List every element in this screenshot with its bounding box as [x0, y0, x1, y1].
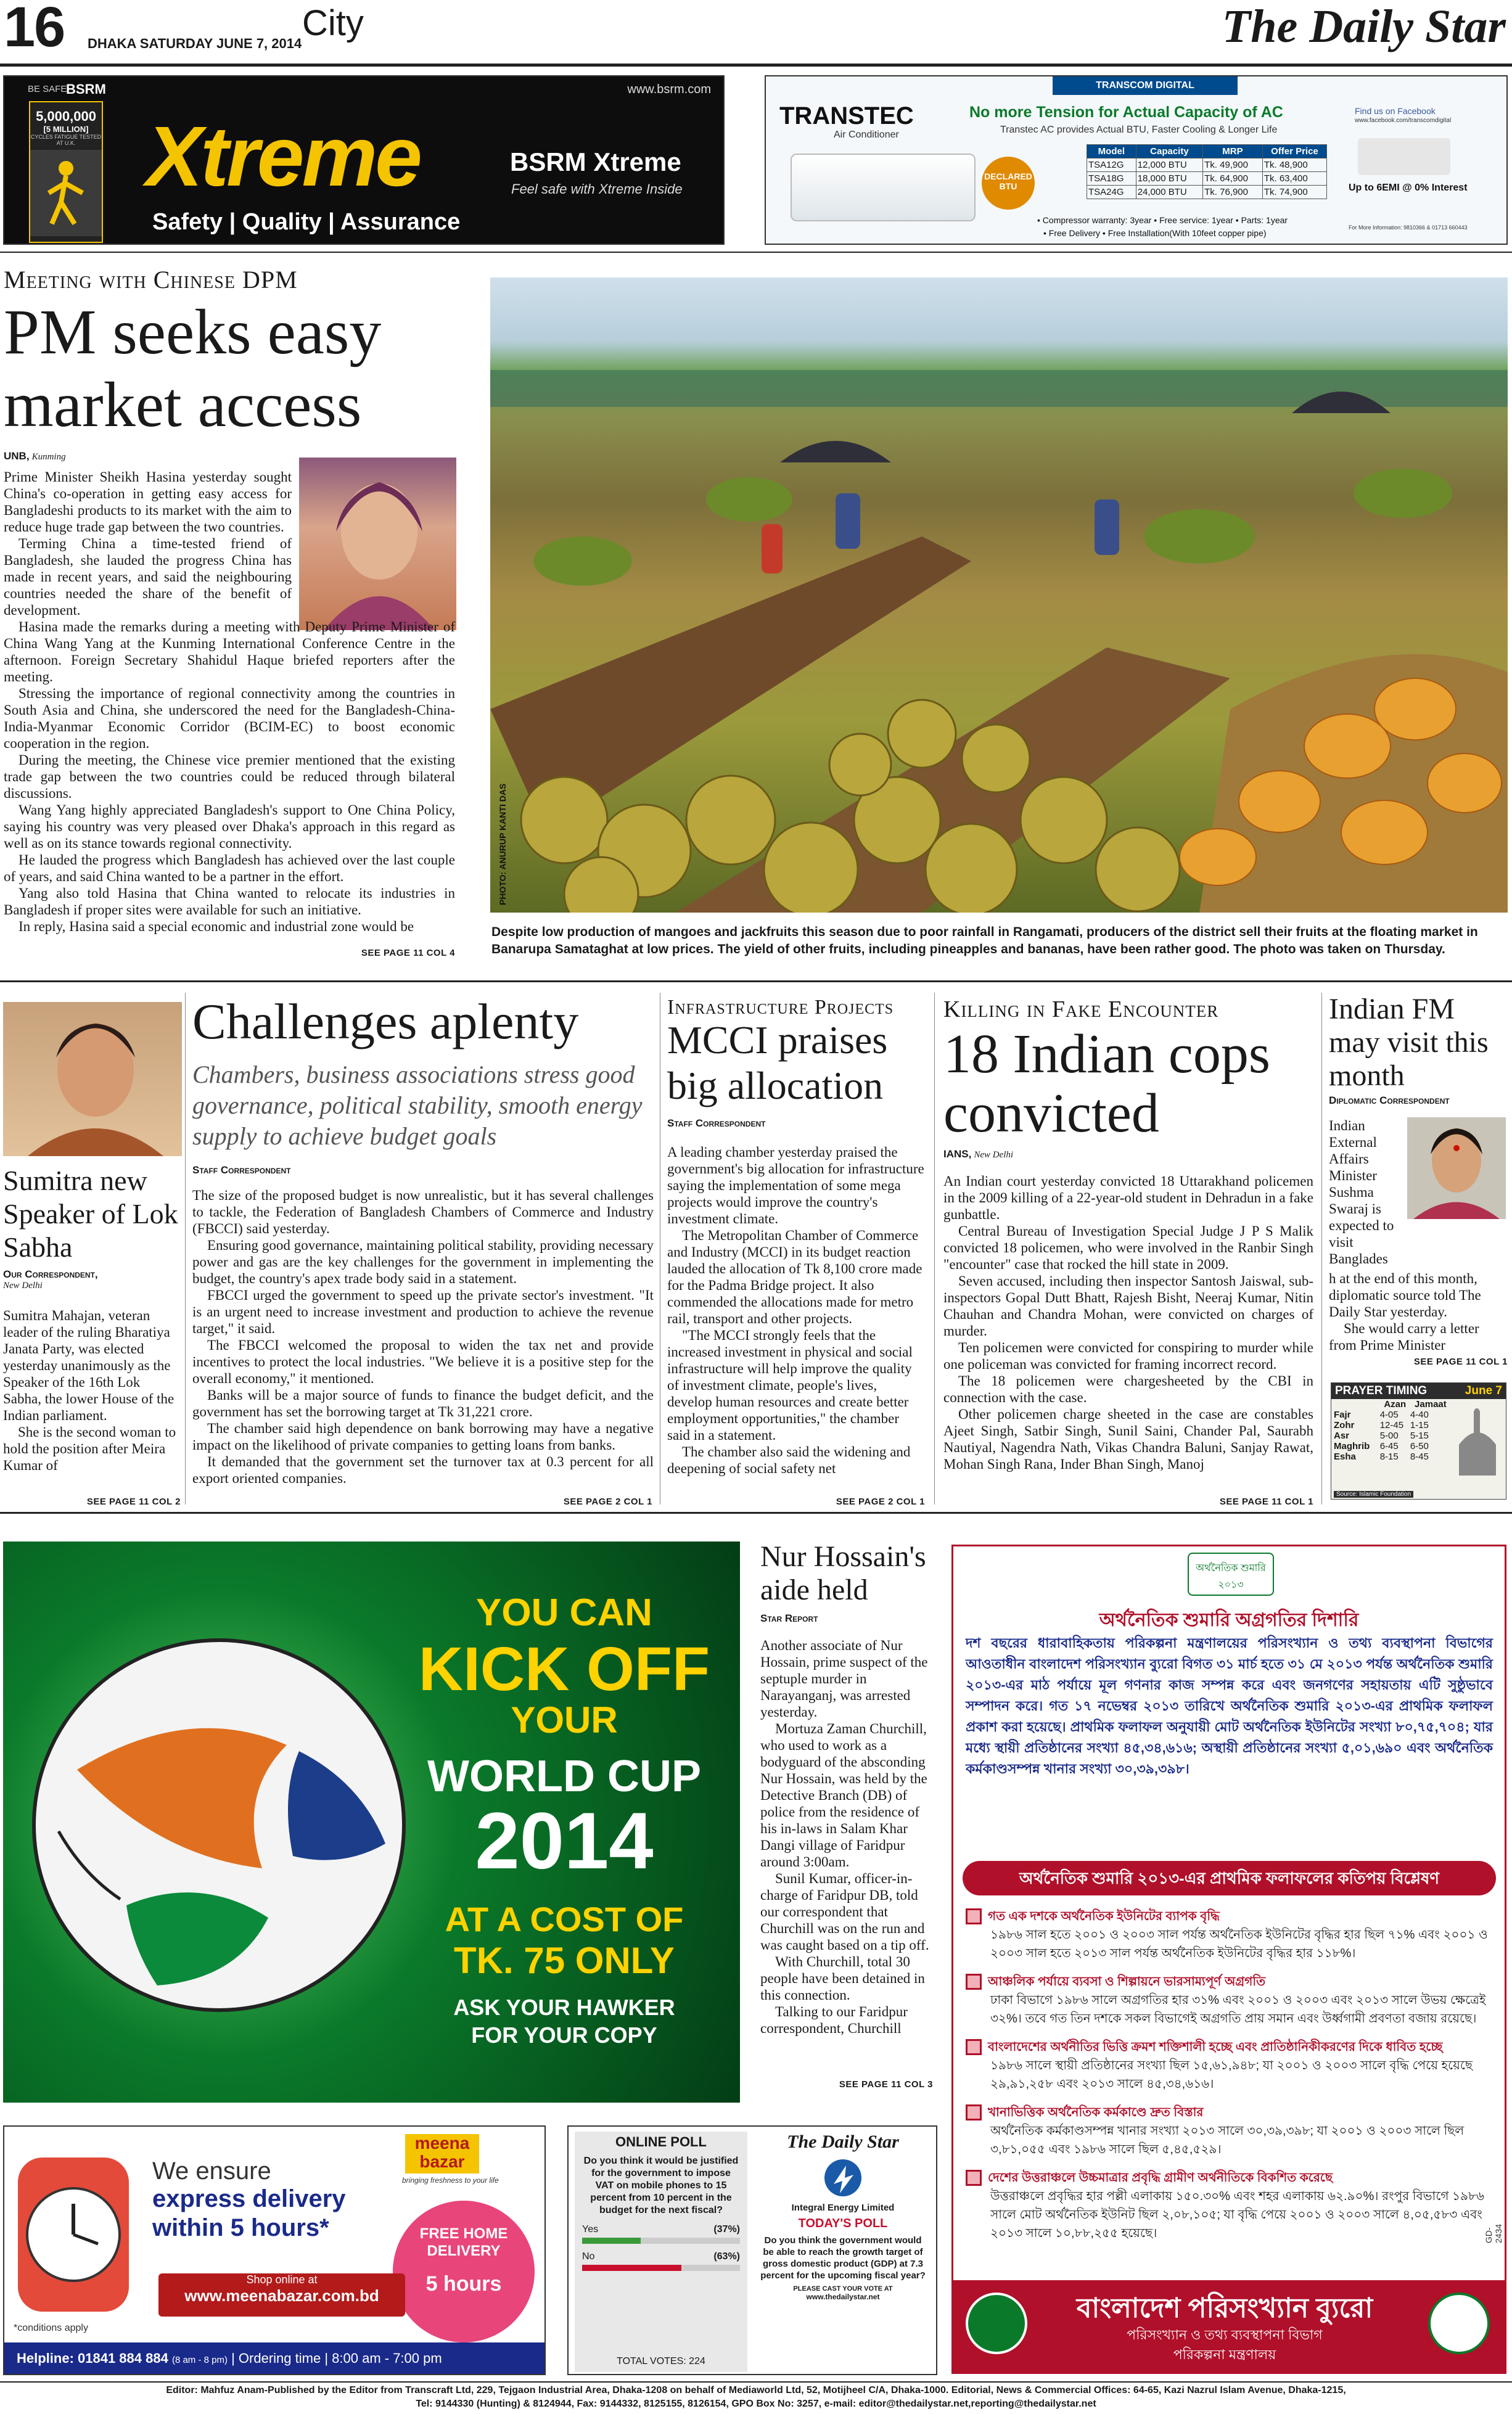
poll-option-label: Yes [582, 2224, 599, 2235]
ac-cell: 24,000 BTU [1136, 186, 1202, 199]
football-icon [3, 1609, 435, 2041]
poll-question: Do you think it would be justified for the government to impose VAT on mobile phones to 15 percent from 10 percent in the budget for the next fiscal? [583, 2156, 739, 2215]
transtec-sub: Air Conditioner [834, 129, 899, 140]
badge-hours: 5 hours [425, 2272, 502, 2296]
bbs-gd-code: GD-2434 [1484, 2223, 1503, 2243]
fm-byline: Diplomatic Correspondent [1329, 1094, 1450, 1106]
prayer-jamaat: 5-15 [1410, 1431, 1429, 1441]
bbs-point-text: ১৯৮৬ সাল হতে ২০০১ ও ২০০৩ সাল পর্যন্ত অর্থনৈতিক ইউনিটের বৃদ্ধির হার ছিল ৭১% এবং ২০০১ ও ২০০৩ সাল হতে ২০১৩ সাল পর্যন্ত অর্থনৈতিক ইউনিটের বৃদ্ধির হার ১১৮%। [990, 1928, 1488, 1960]
challenges-headline[interactable]: Challenges aplenty [192, 993, 579, 1049]
poll-bar-track [582, 2238, 740, 2244]
cops-paragraph: Seven accused, including then inspector Santosh Jaiswal, sub-inspectors Gopal Dutt Bhatt, Rajesh Bisht, Neeraj Kumar, Nitin Chauhan and Chandra Mohan, were convicted on charges of murder. [943, 1273, 1313, 1339]
todays-poll-label: TODAY'S POLL [798, 2217, 888, 2230]
challenges-paragraph: The FBCCI welcomed the proposal to widen the tax net and provide incentives to protect the local industries. "We believe it is a positive step for the overall economy," it mentioned. [192, 1337, 654, 1386]
poll-logo: The Daily Star [787, 2132, 899, 2152]
prayer-jamaat: 4-40 [1410, 1410, 1429, 1420]
portrait-icon [1407, 1117, 1506, 1219]
prayer-col-header: Azan [1384, 1399, 1407, 1410]
bsrm-cycles-note: CYCLES FATIGUE TESTED AT U.K. [30, 134, 102, 146]
ac-cell: TSA24G [1087, 186, 1136, 199]
wc-line2: KICK OFF [418, 1635, 710, 1704]
bbs-point-text: ঢাকা বিভাগে ১৯৮৬ সালে অগ্রগতির হার ৩১% এবং ২০০১ ও ২০০৩ এবং ২০১৩ সালে উভয় ক্ষেত্রেই ৩২%। তবে গত তিন দশকে সকল বিভাগেই অগ্রগতি প্রায় সমান এবং উর্ধ্বগামী প্রবণতা বজায় রয়েছে। [990, 1993, 1486, 2026]
delivery-badge [393, 2201, 535, 2342]
prayer-jamaat: 8-45 [1410, 1451, 1429, 1462]
wc-line4: WORLD CUP [427, 1752, 701, 1801]
mcci-byline: Staff Correspondent [667, 1117, 766, 1129]
shop-url[interactable]: www.meenabazar.com.bd [184, 2286, 379, 2305]
bbs-footer-sub2: পরিকল্পনা মন্ত্রণালয় [1173, 2347, 1276, 2362]
bsrm-ad[interactable] [3, 75, 725, 245]
fm-headline[interactable]: Indian FM may visit this month [1329, 993, 1489, 1092]
worldcup-ad[interactable] [3, 1542, 740, 2103]
bbs-point-text: অর্থনৈতিক কর্মকাণ্ডসম্পন্ন খানার সংখ্যা ২০১৩ সালে ৩০,৩৯,৩৯৮; যা ২০০১ ও ২০০৩ সালে ছিল ৩,৮১,০৫৫ এবং ১৯৮৬ সালে ছিল ৫,৪৫,৫২৯। [990, 2124, 1465, 2156]
nur-jump[interactable]: SEE PAGE 11 COL 3 [839, 2079, 933, 2090]
prayer-col-header: Jamaat [1415, 1399, 1447, 1410]
ac-col-header: MRP [1203, 145, 1263, 158]
prayer-table [1334, 1399, 1451, 1462]
lead-body [4, 469, 455, 935]
lead-byline: UNB, [4, 450, 30, 462]
lead-paragraph: Wang Yang highly appreciated Bangladesh's support to One China Policy, saying his country was very pleased over Dhaka's approach in this regard as well as on its stance towards regional connectivity. [4, 802, 455, 851]
meena-helpline-bar [4, 2342, 544, 2374]
ac-price-row [1087, 186, 1327, 199]
prayer-azan: 4-05 [1379, 1410, 1399, 1420]
prayer-azan: 8-15 [1379, 1451, 1399, 1462]
sushma-photo [1407, 1117, 1506, 1219]
bbs-title: অর্থনৈতিক শুমারি অগ্রগতির দিশারি [1099, 1610, 1359, 1630]
imprint-line1: Editor: Mahfuz Anam-Published by the Editor from Transcraft Ltd, 229, Tejgaon Industrial Area, Dhaka-1208 on behalf of Mediaworld Ltd, 52, Motijheel C/A, Dhaka-1000. Editorial, News & Commercial Offices: 64-65, Kazi Nazrul Islam Avenue, Dhaka-1215, [166, 2385, 1346, 2396]
bsrm-brand-small: BSRM [66, 81, 106, 97]
prayer-azan: 12-45 [1379, 1420, 1404, 1431]
poll-sponsor: Integral Energy Limited [791, 2203, 895, 2213]
cops-byline-block [943, 1148, 1013, 1160]
ac-col-header: Capacity [1136, 145, 1202, 158]
cops-paragraph: Ten policemen were convicted for conspiring to murder while one policeman was convicted for framing incorrect record. [943, 1340, 1313, 1372]
imprint-line2: Tel: 9144330 (Hunting) & 8124944, Fax: 9144332, 8125155, 8126154, GPO Box No: 3257, e-mail: editor@thedailystar.net,reporting@thedailystar.net [416, 2399, 1096, 2409]
govt-seal-icon [966, 2293, 1027, 2354]
cast-vote-label: PLEASE CAST YOUR VOTE AT [793, 2285, 893, 2293]
prayer-row [1334, 1441, 1451, 1451]
poll-results [575, 2132, 747, 2372]
date-line: DHAKA SATURDAY JUNE 7, 2014 [88, 36, 302, 51]
meena-line2: express delivery [152, 2185, 346, 2212]
masthead-rule [0, 64, 1512, 67]
ac-cell: Tk. 76,900 [1203, 186, 1263, 199]
prayer-azan: 5-00 [1379, 1431, 1399, 1441]
bsrm-cycles-box [29, 101, 103, 243]
sumitra-headline[interactable]: Sumitra new Speaker of Lok Sabha [3, 1165, 178, 1263]
nur-paragraph: With Churchill, total 30 people have been detained in this connection. [760, 1954, 925, 2003]
lead-paragraph: In reply, Hasina said a special economic and industrial zone would be [18, 919, 414, 934]
sumitra-byline-block [3, 1268, 182, 1291]
ac-cell: Tk. 63,400 [1262, 172, 1326, 186]
prayer-head-row [1334, 1399, 1451, 1410]
challenges-paragraph: The size of the proposed budget is now unrealistic, but it has several challenges to tackle, the Federation of Bangladesh Chambers of Commerce and Industry (FBCCI) said yesterday. [192, 1188, 654, 1236]
bsrm-product-logo: Xtreme [146, 109, 420, 204]
fruit-scene [490, 277, 1508, 913]
prayer-name: Maghrib [1334, 1441, 1370, 1451]
col-divider [934, 993, 935, 1505]
bbs-section-title: অর্থনৈতিক শুমারি ২০১৩-এর প্রাথমিক ফলাফলের কতিপয় বিশ্লেষণ [963, 1861, 1496, 1895]
prayer-azan: 6-45 [1379, 1441, 1399, 1451]
section-name: City [302, 3, 364, 43]
ac-price-table [1087, 144, 1327, 199]
page-number: 16 [4, 0, 65, 59]
ordering-label: Ordering time [238, 2350, 321, 2366]
bbs-point-title: আঞ্চলিক পর্যায়ে ব্যবসা ও শিল্পায়নে ভারসাম্যপূর্ণ অগ্রগতি [988, 1975, 1266, 1989]
bbs-point [966, 1973, 1496, 2028]
photo-caption: Despite low production of mangoes and jackfruits this season due to poor rainfall in Rangamati, producers of the district sell their fruits at the floating market in Banarupa Samataghat at low prices. The yield of other fruits, including pineapples and bananas, have been rather good. The photo was taken on Thursday. [491, 925, 1478, 956]
meena-line1: We ensure [152, 2157, 271, 2185]
bbs-point [966, 1907, 1496, 1963]
fm-body [1329, 1270, 1508, 1353]
lead-headline[interactable]: PM seeks easy market access [4, 297, 382, 440]
cops-headline[interactable]: 18 Indian cops convicted [943, 1024, 1270, 1144]
cops-kicker: Killing in Fake Encounter [943, 996, 1219, 1022]
bbs-point-head [966, 1907, 1496, 1926]
payment-logos [1358, 138, 1450, 175]
transtec-delivery: • Free Delivery • Free Installation(With 10feet copper pipe) [1043, 228, 1267, 238]
ac-col-header: Offer Price [1262, 145, 1326, 158]
checkbox-icon [966, 2170, 982, 2186]
clock-icon [12, 2145, 135, 2318]
mcci-paragraph: The Metropolitan Chamber of Commerce and Industry (MCCI) in its budget reaction lauded the allocation of Tk 8,100 crore made for the Padma Bridge project. It also commended the allocations made for metro rail, transport and other projects. [667, 1228, 922, 1326]
cops-body [943, 1173, 1313, 1472]
ac-cell: TSA12G [1087, 158, 1136, 172]
prayer-source: Source: Islamic Foundation [1334, 1491, 1413, 1498]
prayer-jamaat: 1-15 [1410, 1420, 1429, 1431]
online-poll [567, 2125, 937, 2375]
bsrm-slogan: Feel safe with Xtreme Inside [511, 181, 683, 197]
sumitra-paragraph: She is the second woman to hold the position after Meira Kumar of [3, 1424, 176, 1473]
lead-paragraph: Stressing the importance of regional connectivity among the countries in South Asia and China, she underscored the need for the Bangladesh-China-India-Myanmar Economic Corridor (BCIM-EC) to boost economic cooperation in the region. [4, 686, 455, 751]
nur-paragraph: Sunil Kumar, officer-in-charge of Faridpur DB, told our correspondent that Churchill was on the run and was caught based on a tip off. [760, 1871, 929, 1953]
wc-line3: YOUR [511, 1699, 618, 1741]
prayer-row [1334, 1410, 1451, 1420]
lead-kicker: Meeting with Chinese DPM [4, 266, 298, 294]
mcci-kicker: Infrastructure Projects [667, 996, 894, 1019]
ac-cell: Tk. 48,900 [1262, 158, 1326, 172]
lead-paragraph: During the meeting, the Chinese vice premier mentioned that the existing trade gap between the two countries could be reduced through bilateral discussions. [4, 752, 455, 801]
ac-price-row [1087, 172, 1327, 186]
bbs-points [966, 1907, 1496, 2243]
transtec-ad[interactable] [765, 75, 1508, 245]
ac-cell: TSA18G [1087, 172, 1136, 186]
meena-brand: meena bazar [405, 2134, 479, 2174]
mcci-paragraph: "The MCCI strongly feels that the increased investment in physical and social infrastructure will help improve the quality of investment climate, people's lives, develop human resources and create better employment opportunities," the chamber said in a statement. [667, 1328, 913, 1443]
challenges-byline: Staff Correspondent [192, 1164, 291, 1176]
transtec-headline: No more Tension for Actual Capacity of AC [969, 104, 1283, 121]
mcci-body [667, 1144, 925, 1477]
ac-cell: 18,000 BTU [1136, 172, 1202, 186]
mcci-jump[interactable]: SEE PAGE 2 COL 1 [836, 1496, 925, 1507]
bbs-point-head [966, 2038, 1496, 2056]
challenges-paragraph: The chamber said high dependence on bank borrowing may have a negative impact on the likelihood of private companies to getting loans from banks. [192, 1421, 654, 1453]
prayer-name: Fajr [1334, 1410, 1351, 1420]
bbs-point-head [966, 1973, 1496, 1991]
btu-badge: DECLARED BTU [982, 157, 1035, 210]
fm-jump[interactable]: SEE PAGE 11 COL 1 [1413, 1357, 1508, 1367]
meena-line3: within 5 hours* [152, 2214, 329, 2241]
helpline[interactable]: Helpline: 01841 884 884 [17, 2350, 168, 2366]
poll-option-label: No [582, 2251, 595, 2262]
helpline-hours: (8 am - 8 pm) [171, 2355, 228, 2365]
bbs-point-text: ১৯৮৬ সালে স্থায়ী প্রতিষ্ঠানের সংখ্যা ছিল ১৫,৬১,৯৪৮; যা ২০০১ ও ২০০৩ সালে বৃদ্ধি পেয়ে হয়েছে ২৯,৯১,২৫৮ এবং ২০১৩ সালে ৪৫,৩৪,৬১৬। [990, 2059, 1473, 2091]
nur-paragraph: Another associate of Nur Hossain, prime suspect of the septuple murder in Narayanganj, was arrested yesterday. [760, 1638, 928, 1720]
poll-option-pct: (63%) [713, 2251, 740, 2262]
bbs-point [966, 2169, 1496, 2243]
bsrm-logo2: BSRM Xtreme [510, 147, 681, 176]
challenges-paragraph: Banks will be a major source of funds to finance the budget deficit, and the government has set the borrowing target at Tk 31,221 crore. [192, 1387, 654, 1419]
wc-line1: YOU CAN [476, 1591, 652, 1634]
bsrm-cycles-count: 5,000,000 [36, 109, 96, 124]
ad-bottom-rule [0, 252, 1512, 253]
prayer-date: June 7 [1465, 1384, 1502, 1397]
todays-poll-question: Do you think the government would be able to reach the growth target of gross domestic product (GDP) at 7.3 percent for the upcoming fiscal year? [760, 2235, 926, 2281]
prayer-timing-box [1331, 1382, 1506, 1500]
middle-rule [0, 980, 1512, 982]
ac-cell: Tk. 64,900 [1203, 172, 1263, 186]
challenges-jump[interactable]: SEE PAGE 2 COL 1 [563, 1496, 652, 1507]
cops-paragraph: Other policemen charge sheeted in the case are constables Ajeet Singh, Satbir Singh, Sunil Saini, Chander Pal, Saurabh Nautiyal, Nagendra Nath, Vikas Chandra Baluni, Sanjay Rawat, Mohan Singh Rana, Inder Bhan Singh, Manoj [943, 1406, 1313, 1472]
prayer-row [1334, 1420, 1451, 1431]
cops-paragraph: The 18 policemen were chargesheeted by the CBI in connection with the case. [943, 1373, 1313, 1405]
col-divider [185, 993, 186, 1505]
cops-dateline: New Delhi [974, 1150, 1014, 1160]
poll-title: ONLINE POLL [615, 2134, 707, 2149]
bbs-point-title: খানাভিত্তিক অর্থনৈতিক কর্মকাণ্ডে দ্রুত বিস্তার [988, 2106, 1204, 2119]
prayer-name: Asr [1334, 1431, 1350, 1441]
ac-price-row [1087, 158, 1327, 172]
bbs-point-title: গত এক দশকে অর্থনৈতিক ইউনিটের ব্যাপক বৃদ্ধি [988, 1910, 1220, 1923]
mcci-headline[interactable]: MCCI praises big allocation [667, 1018, 888, 1107]
mcci-paragraph: A leading chamber yesterday praised the government's big allocation for infrastructure saying the implementation of some mega projects would improve the country's investment climate. [667, 1144, 924, 1226]
emi-offer: Up to 6EMI @ 0% Interest [1349, 183, 1468, 193]
checkbox-icon [966, 2039, 982, 2055]
footer-rule [0, 2381, 1512, 2383]
prayer-row [1334, 1431, 1451, 1441]
lead-paragraph: He lauded the progress which Bangladesh has achieved over the last couple of years, and said China wanted to be a partner in the effort. [4, 852, 455, 884]
bbs-ad[interactable] [951, 1545, 1506, 2374]
mosque-icon [1453, 1408, 1502, 1476]
bbs-intro: দশ বছরের ধারাবাহিকতায় পরিকল্পনা মন্ত্রণালয়ের পরিসংখ্যান ও তথ্য ব্যবস্থাপনা বিভাগের আওতাধীন বাংলাদেশ পরিসংখ্যান ব্যুরো বিগত ৩১ মার্চ হতে ৩১ মে ২০১৩ পর্যন্ত অর্থনৈতিক শুমারি ২০১৩-এর মাঠ পর্যায়ে মূল গণনার কাজ সম্পন্ন করে এবং জনগণের সহায়তায় এটি সুষ্ঠুভাবে সম্পাদন করে। গত ১৭ নভেম্বর ২০১৩ তারিখে অর্থনৈতিক শুমারি ২০১৩-এর প্রাথমিক ফলাফল প্রকাশ করা হয়েছে। প্রাথমিক ফলাফল অনুযায়ী মোট অর্থনৈতিক ইউনিটের সংখ্যা ৮০,৭৫,৭০৪; যার মধ্যে স্থায়ী প্রতিষ্ঠানের সংখ্যা ৪৫,৩৪,৬১৬; অস্থায়ী প্রতিষ্ঠানের সংখ্যা ৫,০১,৬৯০ এবং অর্থনৈতিক কর্মকাণ্ডসম্পন্ন খানার সংখ্যা ৩০,৩৯,৩৯৮। [966, 1635, 1493, 1776]
poll-bar-no [582, 2265, 681, 2271]
poll-option [582, 2251, 740, 2262]
nur-headline[interactable]: Nur Hossain's aide held [760, 1540, 926, 1606]
cops-paragraph: Central Bureau of Investigation Special Judge J P S Malik convicted 18 policemen, who were involved in the Ranbir Singh "encounter" case that rocked the hill state in 2009. [943, 1223, 1313, 1272]
col-divider [1321, 993, 1322, 1505]
lead-paragraph: Prime Minister Sheikh Hasina yesterday sought China's co-operation in getting easy access for Bangladeshi products to its market with the aim to reduce huge trade gap between the two countries. [4, 469, 292, 535]
middle-rule-2 [0, 1512, 1512, 1514]
mcci-paragraph: The chamber also said the widening and deepening of social safety net [667, 1444, 911, 1476]
prayer-row [1334, 1451, 1451, 1462]
prayer-col-header [1334, 1399, 1380, 1410]
nur-body [760, 1637, 933, 2037]
poll-bar-yes [582, 2238, 641, 2244]
checkbox-icon [966, 1974, 982, 1990]
cops-byline: IANS, [943, 1148, 972, 1160]
prayer-title: PRAYER TIMING [1335, 1384, 1428, 1397]
wc-line9: FOR YOUR COPY [471, 2022, 657, 2048]
cops-paragraph: An Indian court yesterday convicted 18 Uttarakhand policemen in the 2009 killing of a 22-year-old student in Dehradun in a fake gunbattle. [943, 1173, 1313, 1222]
sumitra-paragraph: Sumitra Mahajan, veteran leader of the ruling Bharatiya Janata Party, was elected yesterday unanimously as the Speaker of the 16th Lok Sabha, the lower House of the Indian parliament. [3, 1308, 175, 1423]
facebook-url[interactable]: www.facebook.com/transcomdigital [1355, 117, 1452, 124]
integral-energy-icon [821, 2156, 865, 2199]
wc-line8: ASK YOUR HAWKER [453, 1995, 675, 2020]
sumitra-dateline: New Delhi [3, 1281, 43, 1291]
nur-paragraph: Talking to our Faridpur correspondent, Churchill [760, 2004, 908, 2036]
wc-line5: 2014 [475, 1796, 654, 1886]
photo-credit: PHOTO: ANURUP KANTI DAS [498, 783, 507, 905]
prayer-name: Esha [1334, 1451, 1356, 1462]
bbs-point [966, 2038, 1496, 2093]
separator: | [231, 2350, 239, 2366]
bbs-point-text: উত্তরাঞ্চলে প্রবৃদ্ধির হার পল্লী এলাকায় ১৫০.৩০% এবং শহর এলাকায় ৬২.৯০%। রংপুর বিভাগে ১৯৮৬ সালে মোট অর্থনৈতিক ইউনিট ছিল ২,০৮,১০৫; যা বৃদ্ধি পেয়ে ২০০১ ও ২০০৩ সালে ৪,০৫,৫৮৩ এবং ২০১৩ সালে ১০,৮৮,২৫৫ হয়েছে। [990, 2190, 1484, 2240]
badge-label: FREE HOME DELIVERY [419, 2225, 508, 2259]
ac-price-table-header [1087, 145, 1327, 158]
sumitra-byline: Our Correspondent, [3, 1268, 98, 1280]
floating-market-photo [490, 277, 1508, 913]
nur-byline: Star Report [760, 1612, 818, 1624]
fm-paragraph: h at the end of this month, diplomatic source told The Daily Star yesterday. [1329, 1271, 1481, 1320]
shop-online-box[interactable] [158, 2273, 405, 2317]
lead-byline-block [4, 450, 66, 462]
prayer-name: Zohr [1334, 1420, 1355, 1431]
sumitra-jump[interactable]: SEE PAGE 11 COL 2 [86, 1496, 181, 1507]
lead-jump[interactable]: SEE PAGE 11 COL 4 [361, 948, 455, 958]
sumitra-photo [3, 1002, 182, 1156]
more-info: For More Information: 9810366 & 01713 660443 [1349, 224, 1468, 231]
facebook-label[interactable]: Find us on Facebook [1355, 106, 1436, 116]
meena-conditions: *conditions apply [14, 2323, 88, 2333]
challenges-paragraph: FBCCI urged the government to speed up the private sector's investment. "It is an urgent need to increase investment and production to achieve the revenue target," it said. [192, 1287, 654, 1336]
nur-paragraph: Mortuza Zaman Churchill, who used to work as a bodyguard of the absconding Nur Hossain, was held by the Detective Branch (DB) of police from the residence of his in-laws in Salam Khar Dangi village of Faridpur around 3:00am. [760, 1721, 927, 1870]
bbs-footer-sub: পরিসংখ্যান ও তথ্য ব্যবস্থাপনা বিভাগ [1127, 2327, 1323, 2342]
bbs-point-head [966, 2103, 1496, 2122]
ordering-hours: 8:00 am - 7:00 pm [332, 2350, 442, 2366]
bbs-footer [953, 2280, 1505, 2373]
ac-cell: 12,000 BTU [1136, 158, 1202, 172]
bsrm-url[interactable]: www.bsrm.com [627, 83, 711, 96]
prayer-jamaat: 6-50 [1410, 1441, 1429, 1451]
meena-tagline: bringing freshness to your life [402, 2176, 499, 2185]
transtec-subhead: Transtec AC provides Actual BTU, Faster Cooling & Longer Life [1000, 125, 1278, 135]
poll-bar-track [582, 2265, 740, 2271]
challenges-deck: Chambers, business associations stress good governance, political stability, smooth energy supply to achieve budget goals [192, 1061, 643, 1150]
meena-ad[interactable] [3, 2125, 546, 2375]
ac-col-header: Model [1087, 145, 1136, 158]
transtec-warranty: • Compressor warranty: 3year • Free service: 1year • Parts: 1year [1037, 215, 1288, 225]
bbs-footer-title: বাংলাদেশ পরিসংখ্যান ব্যুরো [1076, 2293, 1373, 2323]
runner-icon [30, 150, 102, 236]
ac-cell: Tk. 49,900 [1203, 158, 1263, 172]
poll-option-pct: (37%) [713, 2224, 740, 2235]
fm-paragraph: She would carry a letter from Prime Minister [1329, 1321, 1479, 1353]
cops-jump[interactable]: SEE PAGE 11 COL 1 [1219, 1496, 1313, 1507]
ac-unit-image [791, 154, 976, 221]
poll-option [582, 2224, 740, 2235]
shop-label: Shop online at [246, 2273, 318, 2286]
fm-wrap-text: Indian External Affairs Minister Sushma Swaraj is expected to visit Banglades [1329, 1118, 1394, 1267]
checkbox-icon [966, 2104, 982, 2120]
wc-line7: TK. 75 ONLY [454, 1940, 675, 1981]
checkbox-icon [966, 1908, 982, 1924]
sumitra-body [3, 1307, 181, 1474]
ac-cell: Tk. 74,900 [1262, 186, 1326, 199]
challenges-paragraph: It demanded that the government set the turnover tax at 0.3 percent for all export oriented companies. [192, 1454, 654, 1486]
lead-dateline: Kunming [31, 452, 66, 462]
cast-vote-url[interactable]: www.thedailystar.net [806, 2293, 880, 2301]
bbs-point-title: বাংলাদেশের অর্থনীতির ভিত্তি ক্রমশ শক্তিশালী হচ্ছে এবং প্রাতিষ্ঠানিকীকরণের দিকে ধাবিত হচ্ছে [988, 2040, 1443, 2054]
poll-total: TOTAL VOTES: 224 [617, 2356, 705, 2367]
masthead [0, 0, 1512, 68]
prayer-header [1331, 1383, 1506, 1399]
lead-paragraph: Yang also told Hasina that China wanted to relocate its industries in Bangladesh if proper sites were available for such an initiative. [4, 885, 455, 918]
wc-line6: AT A COST OF [445, 1900, 684, 1939]
bsrm-be-safe: BE SAFE [28, 84, 67, 94]
transcom-digital: TRANSCOM DIGITAL [1053, 76, 1238, 95]
lead-paragraph: Terming China a time-tested friend of Bangladesh, she lauded the progress China has made in recent years, and said the neighbouring countries needed the share of the benefit of development. [4, 536, 292, 618]
bbs-point-title: দেশের উত্তরাঞ্চলে উচ্চমাত্রার প্রবৃদ্ধি গ্রামীণ অর্থনীতিকে বিকশিত করেছে [988, 2171, 1333, 2185]
daily-star-logo[interactable]: The Daily Star [1222, 1, 1506, 52]
separator: | [324, 2350, 332, 2366]
challenges-paragraph: Ensuring good governance, maintaining political stability, providing necessary power and gas are the key challenges for the government in implementing the budget, the country's apex trade body said in a statement. [192, 1238, 654, 1286]
census-logo: অর্থনৈতিক শুমারি ২০১৩ [1188, 1553, 1274, 1596]
bsrm-tagline: Safety | Quality | Assurance [152, 209, 461, 235]
portrait-icon [3, 1002, 182, 1156]
bsrm-cycles-sub: [5 MILLION] [43, 125, 89, 134]
census-emblem-icon [1428, 2293, 1490, 2354]
lead-paragraph: Hasina made the remarks during a meeting with Deputy Prime Minister of China Wang Yang at the Kunming International Conference Centre in the afternoon. Foreign Secretary Shahidul Haque briefed reporters after the meeting. [4, 619, 455, 684]
bbs-point [966, 2103, 1496, 2159]
bbs-point-head [966, 2169, 1496, 2187]
challenges-body [192, 1187, 654, 1487]
todays-poll [754, 2132, 932, 2372]
transtec-brand: TRANSTEC [779, 102, 914, 129]
